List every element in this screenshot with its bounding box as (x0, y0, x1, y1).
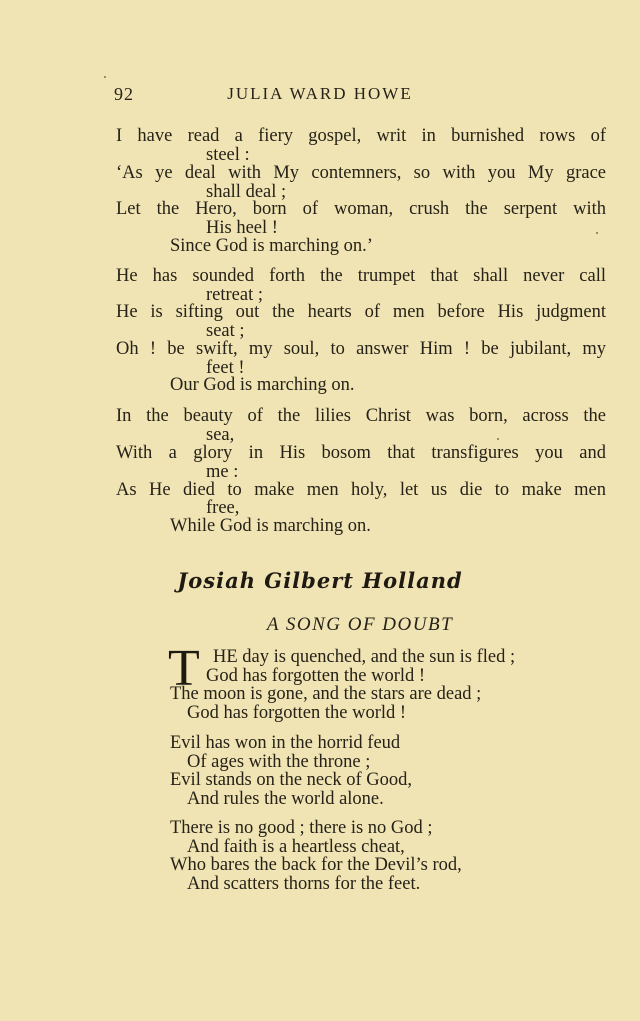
poem-title: A SONG OF DOUBT (266, 614, 454, 635)
page-number: 92 (114, 84, 134, 104)
hymn-line: Our God is marching on. (170, 375, 355, 395)
hymn-line: As He died to make men holy, let us die to make men (116, 480, 606, 500)
poem-line: Who bares the back for the Devil’s rod, (170, 855, 462, 875)
hymn-line: feet ! (206, 358, 245, 378)
hymn-line: Since God is marching on.’ (170, 236, 373, 256)
hymn-line: His heel ! (206, 218, 278, 238)
hymn-line: steel : (206, 145, 250, 165)
hymn-line: seat ; (206, 321, 245, 341)
hymn-line: He is sifting out the hearts of men before His judgment (116, 302, 606, 322)
hymn-line: Let the Hero, born of woman, crush the serpent with (116, 199, 606, 219)
poem-line: Of ages with the throne ; (187, 752, 371, 772)
poem-line: Evil stands on the neck of Good, (170, 770, 412, 790)
paper-speck (104, 76, 106, 78)
paper-speck (596, 232, 598, 234)
hymn-line: free, (206, 498, 240, 518)
author-heading: Josiah Gilbert Holland (177, 568, 463, 593)
hymn-line: While God is marching on. (170, 516, 371, 536)
hymn-line: Oh ! be swift, my soul, to answer Him ! be jubilant, my (116, 339, 606, 359)
poem-line: And rules the world alone. (187, 789, 384, 809)
drop-cap: T (168, 640, 200, 697)
hymn-line: retreat ; (206, 285, 263, 305)
hymn-line: ‘As ye deal with My contemners, so with you My grace (116, 163, 606, 183)
running-head (0, 84, 640, 106)
hymn-line: With a glory in His bosom that transfigures you and (116, 443, 606, 463)
poem-line: And scatters thorns for the feet. (187, 874, 421, 894)
poem-line: There is no good ; there is no God ; (170, 818, 433, 838)
poem-line: HE day is quenched, and the sun is fled ; (213, 647, 516, 667)
poem-line: And faith is a heartless cheat, (187, 837, 405, 857)
poem-line: Evil has won in the horrid feud (170, 733, 401, 753)
poem-line: The moon is gone, and the stars are dead ; (170, 684, 482, 704)
hymn-line: me : (206, 462, 239, 482)
hymn-line: In the beauty of the lilies Christ was born, across the (116, 406, 606, 426)
hymn-line: I have read a fiery gospel, writ in burnished rows of (116, 126, 606, 146)
hymn-line: He has sounded forth the trumpet that shall never call (116, 266, 606, 286)
poem-line: God has forgotten the world ! (206, 666, 426, 686)
poem-line: God has forgotten the world ! (187, 703, 407, 723)
hymn-line: sea, (206, 425, 235, 445)
hymn-line: shall deal ; (206, 182, 287, 202)
paper-speck (497, 438, 499, 440)
running-title: JULIA WARD HOWE (227, 84, 413, 103)
